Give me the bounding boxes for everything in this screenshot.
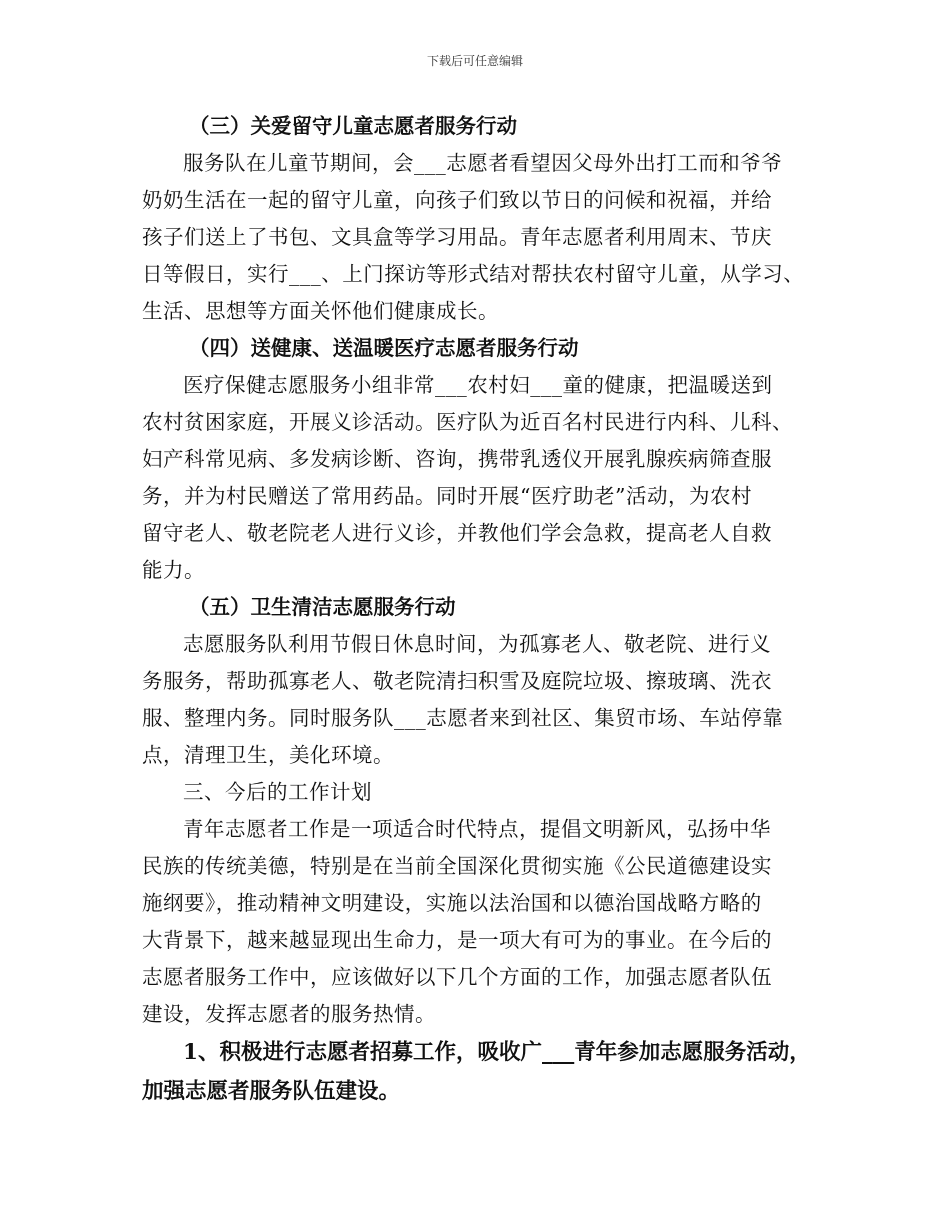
paragraph-line: 点，清理卫生，美化环境。 xyxy=(142,743,394,767)
bold-item-line: 加强志愿者服务队伍建设。 xyxy=(142,1079,401,1104)
bold-item-line: 1、积极进行志愿者招募工作，吸收广___青年参加志愿服务活动， xyxy=(183,1040,811,1065)
paragraph-line: 建设，发挥志愿者的服务热情。 xyxy=(142,1002,436,1026)
section-heading-4: （四）送健康、送温暖医疗志愿者服务行动 xyxy=(189,336,579,360)
paragraph-line: 奶奶生活在一起的留守儿童，向孩子们致以节日的问候和祝福，并给 xyxy=(142,188,772,212)
paragraph-line: 妇产科常见病、多发病诊断、咨询，携带乳透仪开展乳腺疾病筛查服 xyxy=(142,447,772,471)
section-heading-5: （五）卫生清洁志愿服务行动 xyxy=(189,595,456,619)
paragraph-line: 青年志愿者工作是一项适合时代特点，提倡文明新风，弘扬中华 xyxy=(183,817,771,841)
paragraph-line: 孩子们送上了书包、文具盒等学习用品。青年志愿者利用周末、节庆 xyxy=(142,225,772,249)
paragraph-line: 民族的传统美德，特别是在当前全国深化贯彻实施《公民道德建设实 xyxy=(142,854,772,878)
document-body xyxy=(142,108,832,1111)
paragraph-line: 服务队在儿童节期间，会___志愿者看望因父母外出打工而和爷爷 xyxy=(183,151,783,175)
paragraph-line: 志愿服务队利用节假日休息时间，为孤寡老人、敬老院、进行义 xyxy=(183,632,771,656)
paragraph-line: 施纲要》，推动精神文明建设，实施以法治国和以德治国战略方略的 xyxy=(142,891,762,915)
paragraph-line: 医疗保健志愿服务小组非常___农村妇___童的健康，把温暖送到 xyxy=(183,373,773,397)
paragraph-line: 生活、思想等方面关怀他们健康成长。 xyxy=(142,299,499,323)
page-header: 下载后可任意编辑 xyxy=(426,54,523,68)
paragraph-line: 农村贫困家庭，开展义诊活动。医疗队为近百名村民进行内科、儿科、 xyxy=(142,410,793,434)
paragraph-line: 留守老人、敬老院老人进行义诊，并教他们学会急救，提高老人自救 xyxy=(142,521,772,545)
paragraph-line: 服、整理内务。同时服务队___志愿者来到社区、集贸市场、车站停靠 xyxy=(142,706,784,730)
paragraph-line: 日等假日，实行___、上门探访等形式结对帮扶农村留守儿童，从学习、 xyxy=(142,262,805,286)
paragraph-line: 大背景下，越来越显现出生命力，是一项大有可为的事业。在今后的 xyxy=(142,928,772,952)
section-heading-plan: 三、今后的工作计划 xyxy=(183,780,372,804)
paragraph-line: 志愿者服务工作中，应该做好以下几个方面的工作，加强志愿者队伍 xyxy=(142,965,772,989)
section-heading-3: （三）关爱留守儿童志愿者服务行动 xyxy=(189,114,517,138)
paragraph-line: 能力。 xyxy=(142,558,205,582)
paragraph-line: 务，并为村民赠送了常用药品。同时开展“医疗助老”活动，为农村 xyxy=(142,484,752,508)
paragraph-line: 务服务，帮助孤寡老人、敬老院清扫积雪及庭院垃圾、擦玻璃、洗衣 xyxy=(142,669,772,693)
